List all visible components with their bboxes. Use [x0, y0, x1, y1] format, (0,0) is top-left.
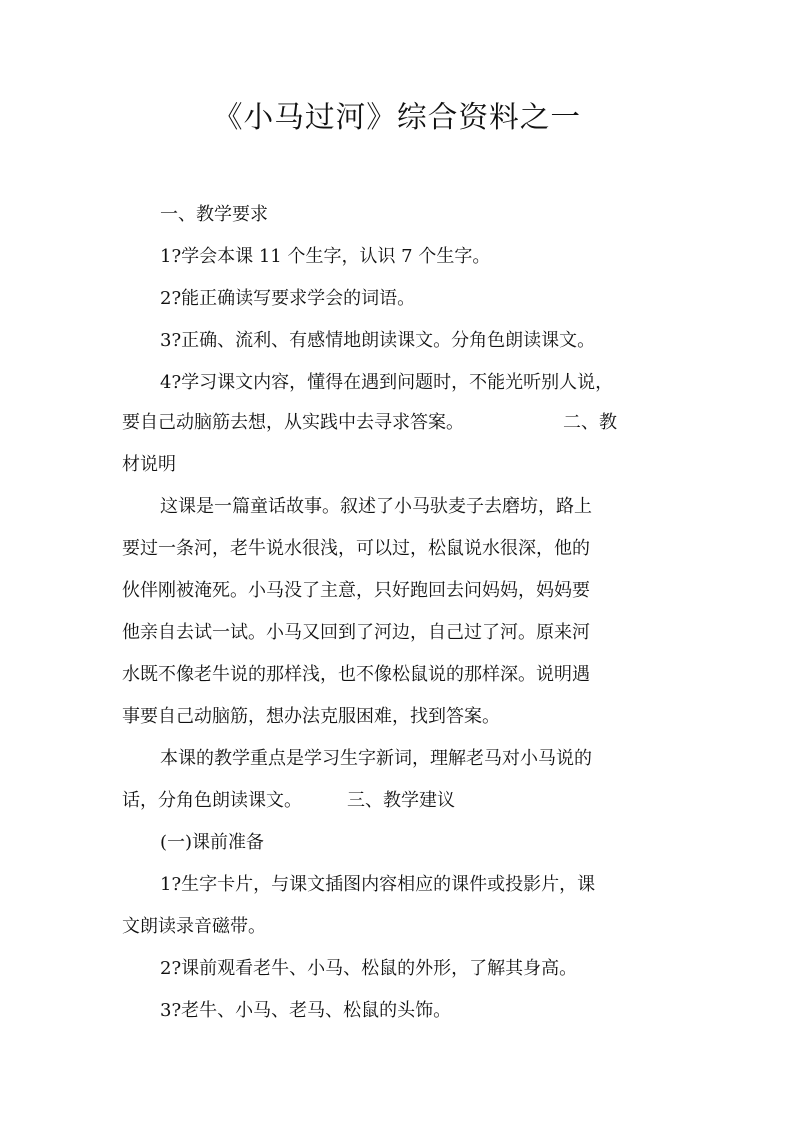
paragraph-line: 伙伴刚被淹死。小马没了主意，只好跑回去问妈妈，妈妈要 [122, 580, 590, 601]
paragraph-line: 他亲自去试一试。小马又回到了河边，自己过了河。原来河 [122, 622, 590, 643]
paragraph-line: 事要自己动脑筋，想办法克服困难，找到答案。 [122, 706, 500, 727]
paragraph-line: 2?能正确读写要求学会的词语。 [160, 288, 416, 309]
paragraph-line: 3?正确、流利、有感情地朗读课文。分角色朗读课文。 [160, 330, 596, 351]
paragraph-line: 3?老牛、小马、老马、松鼠的头饰。 [160, 1000, 452, 1021]
paragraph-line: 2?课前观看老牛、小马、松鼠的外形，了解其身高。 [160, 958, 578, 979]
subheading-preparation: (一)课前准备 [160, 832, 265, 853]
paragraph-line: 水既不像老牛说的那样浅，也不像松鼠说的那样深。说明遇 [122, 664, 590, 685]
paragraph-line: 1?生字卡片，与课文插图内容相应的课件或投影片，课 [160, 874, 596, 895]
paragraph-line: 要过一条河，老牛说水很浅，可以过，松鼠说水很深，他的 [122, 538, 590, 559]
heading-teaching-requirements: 一、教学要求 [160, 204, 268, 225]
paragraph-line: 文朗读录音磁带。 [122, 916, 266, 937]
document-title: 《小马过河》综合资料之一 [212, 100, 582, 135]
paragraph-line: 要自己动脑筋去想，从实践中去寻求答案。 二、教 [122, 412, 617, 433]
paragraph-line: 这课是一篇童话故事。叙述了小马驮麦子去磨坊，路上 [160, 496, 592, 517]
paragraph-line: 本课的教学重点是学习生字新词，理解老马对小马说的 [160, 748, 592, 769]
paragraph-line: 材说明 [122, 454, 176, 475]
paragraph-line: 4?学习课文内容，懂得在遇到问题时，不能光听别人说， [160, 372, 614, 393]
paragraph-line: 1?学会本课 11 个生字，认识 7 个生字。 [160, 246, 491, 267]
paragraph-line: 话，分角色朗读课文。 三、教学建议 [122, 790, 455, 811]
